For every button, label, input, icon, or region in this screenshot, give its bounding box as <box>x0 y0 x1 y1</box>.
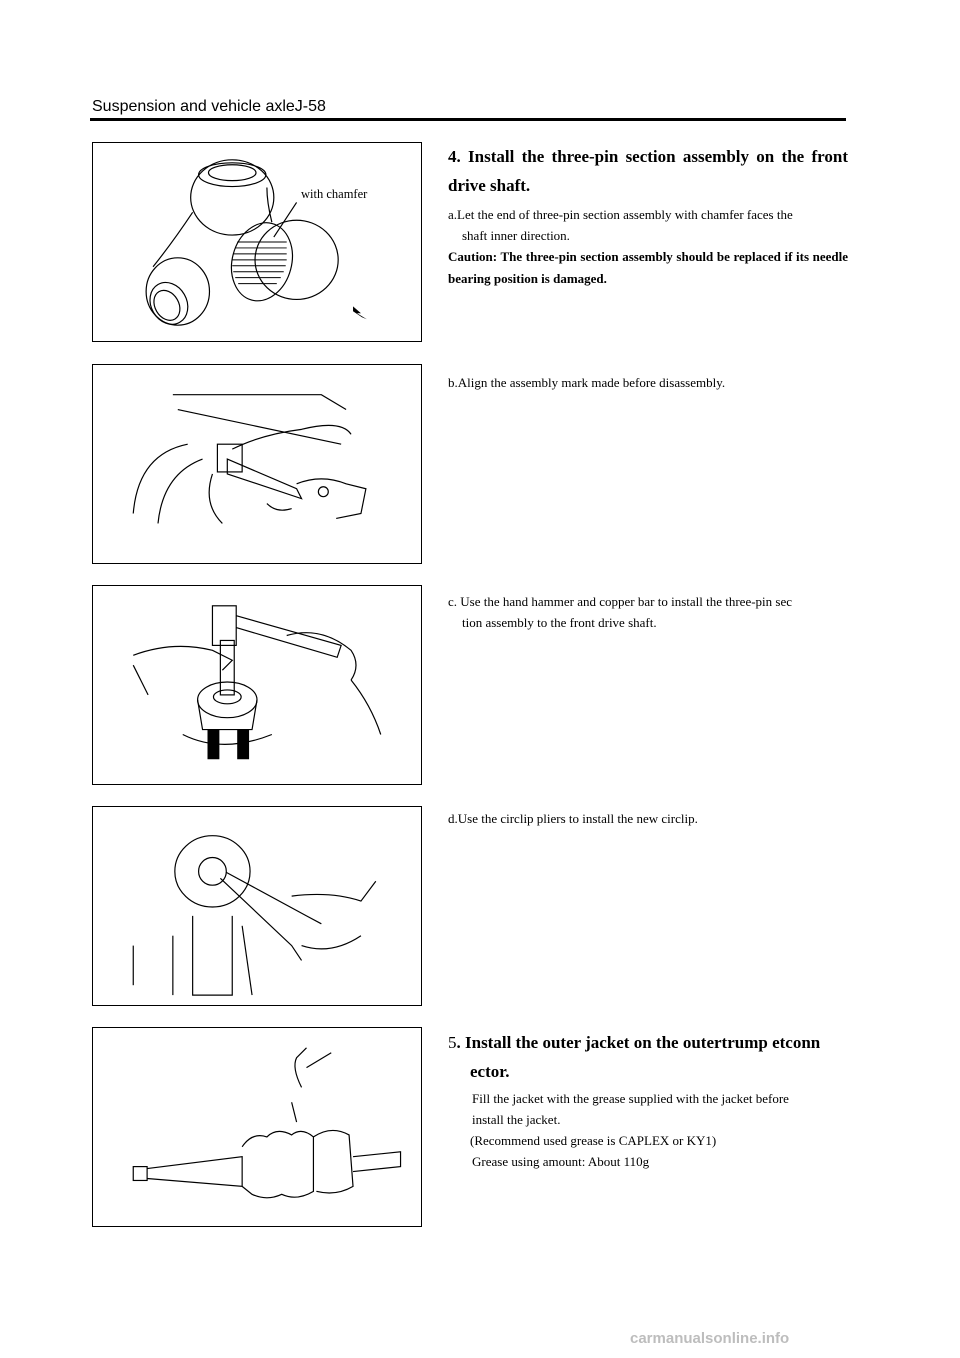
step-c <box>448 591 848 633</box>
step-d: d.Use the circlip pliers to install the new circlip. <box>448 811 698 826</box>
s5-paragraph3: Grease using amount: About 110g <box>472 1154 650 1169</box>
step-b: b.Align the assembly mark made before disassembly. <box>448 375 726 390</box>
s5-paragraph2: (Recommend used grease is CAPLEX or KY1) <box>470 1133 717 1148</box>
figure-tripod-joint <box>92 142 422 342</box>
section-5-heading-line2: ector. <box>470 1062 510 1081</box>
section-5-text <box>448 1028 848 1172</box>
section-4-heading: 4. Install the three-pin section assembly on the front drive shaft. <box>448 147 848 195</box>
header-rule <box>90 118 846 121</box>
s5-paragraph1-line1: Fill the jacket with the grease supplied with the jacket before <box>472 1091 789 1106</box>
callout-with-chamfer: with chamfer <box>301 187 368 201</box>
align-mark-illustration <box>93 365 421 563</box>
s5-paragraph1-line2: install the jacket. <box>472 1112 561 1127</box>
caution-note: Caution: The three-pin section assembly should be replaced if its needle bearing position is damaged. <box>448 249 848 286</box>
section-5-number: 5 <box>448 1033 457 1052</box>
section-4-text <box>448 142 848 290</box>
watermark: carmanualsonline.info <box>630 1330 790 1347</box>
step-c-line2: tion assembly to the front drive shaft. <box>462 615 657 630</box>
tripod-joint-illustration <box>93 143 421 341</box>
hammer-install-illustration <box>93 586 421 784</box>
step-a-line2: shaft inner direction. <box>462 228 570 243</box>
figure-circlip-pliers <box>92 806 422 1006</box>
figure-outer-jacket <box>92 1027 422 1227</box>
step-c-line1: c. Use the hand hammer and copper bar to install the three-pin sec <box>448 594 793 609</box>
section-5-heading-text: . Install the outer jacket on the outertrump etconn <box>456 1033 821 1052</box>
outer-jacket-illustration <box>93 1028 421 1226</box>
circlip-pliers-illustration <box>93 807 421 1005</box>
page-header: Suspension and vehicle axleJ-58 <box>92 98 326 115</box>
figure-hammer-install <box>92 585 422 785</box>
section-5-heading-line1 <box>448 1028 848 1057</box>
arrow-icon <box>353 306 367 319</box>
figure-align-mark <box>92 364 422 564</box>
step-a-line1: a.Let the end of three-pin section assembly with chamfer faces the <box>448 207 793 222</box>
